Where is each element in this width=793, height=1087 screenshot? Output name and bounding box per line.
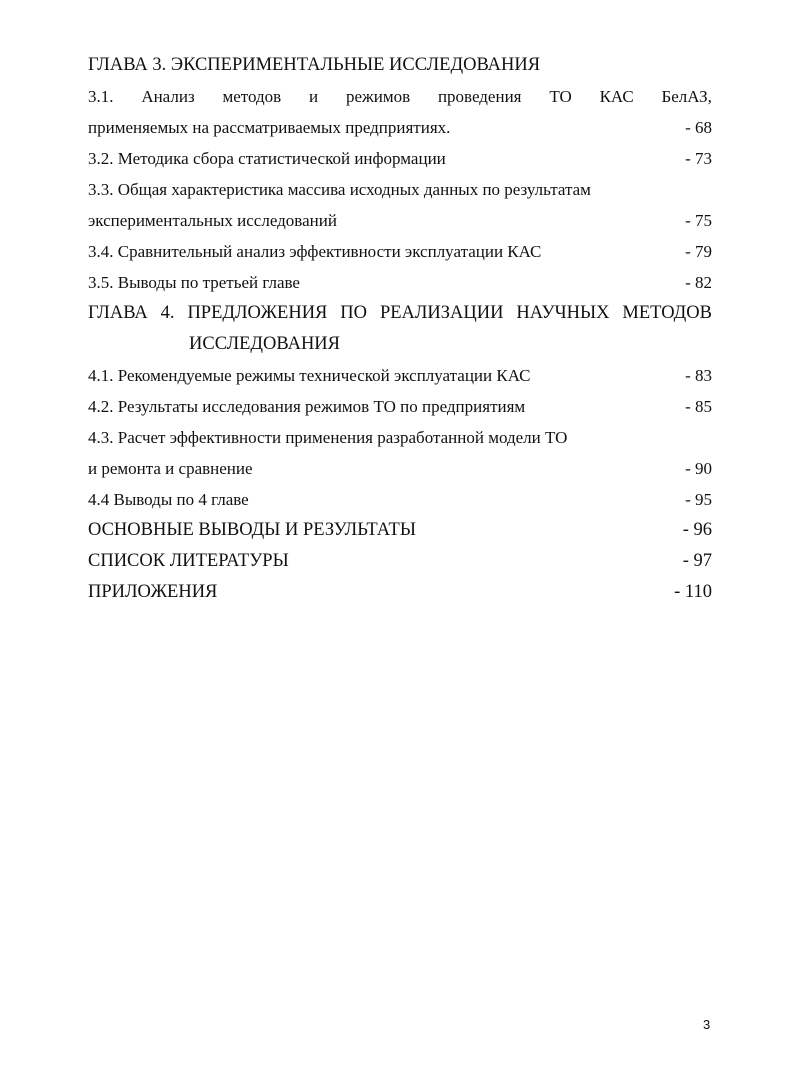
toc-item-text: 4.3. Расчет эффективности применения разработанной модели ТО (88, 428, 568, 447)
toc-item-text: 3.5. Выводы по третьей главе (88, 273, 300, 292)
toc-page-ref: - 85 (685, 397, 712, 416)
word: методов (222, 87, 282, 106)
toc-page-ref: - 68 (685, 118, 712, 137)
toc-item-text: ОСНОВНЫЕ ВЫВОДЫ И РЕЗУЛЬТАТЫ (88, 520, 416, 540)
toc-conclusions (88, 515, 712, 546)
toc-page-ref: - 79 (685, 242, 712, 261)
word: ТО (549, 87, 572, 106)
toc-item-3-5 (88, 267, 712, 298)
toc-item-text: СПИСОК ЛИТЕРАТУРЫ (88, 551, 289, 571)
toc-item-text: 3.3. Общая характеристика массива исходных данных по результатам (88, 180, 591, 199)
toc-page-ref: - 82 (685, 273, 712, 292)
toc-item-text: 4.1. Рекомендуемые режимы технической эксплуатации КАС (88, 366, 531, 385)
word: проведения (437, 87, 522, 106)
toc-item-text: экспериментальных исследований (88, 211, 337, 230)
toc-item-text: и ремонта и сравнение (88, 459, 253, 478)
toc-page-ref: - 75 (685, 211, 712, 230)
toc-item-4-1 (88, 360, 712, 391)
word: МЕТОДОВ (622, 303, 712, 323)
toc-item-text: 3.2. Методика сбора статистической информации (88, 149, 446, 168)
toc-item-text: 3.4. Сравнительный анализ эффективности эксплуатации КАС (88, 242, 542, 261)
word: Анализ (141, 87, 195, 106)
toc-item-4-4 (88, 484, 712, 515)
toc-item-3-2 (88, 143, 712, 174)
toc-item-3-1-line1 (88, 81, 712, 112)
word: ПО (340, 303, 368, 323)
toc-page-ref: - 96 (682, 520, 712, 540)
toc-item-text: 4.2. Результаты исследования режимов ТО по предприятиям (88, 397, 526, 416)
table-of-contents (88, 50, 712, 608)
toc-page-ref: - 90 (685, 459, 712, 478)
word: РЕАЛИЗАЦИИ (379, 303, 504, 323)
word: 3.1. (88, 87, 114, 106)
toc-item-4-3-line2 (88, 453, 712, 484)
toc-page-ref: - 110 (674, 582, 712, 602)
word: режимов (345, 87, 411, 106)
toc-page-ref: - 83 (685, 366, 712, 385)
toc-item-text: применяемых на рассматриваемых предприятиях. (88, 118, 451, 137)
page-number: 3 (703, 1017, 711, 1032)
toc-item-4-3-line1 (88, 422, 712, 453)
word: КАС (599, 87, 634, 106)
word: 4. (160, 303, 175, 323)
toc-appendices (88, 577, 712, 608)
chapter-4-title-line2: ИССЛЕДОВАНИЯ (189, 334, 340, 354)
toc-item-4-2 (88, 391, 712, 422)
word: ПРЕДЛОЖЕНИЯ (187, 303, 328, 323)
word: БелАЗ, (661, 87, 712, 106)
chapter-3-title: ГЛАВА 3. ЭКСПЕРИМЕНТАЛЬНЫЕ ИССЛЕДОВАНИЯ (88, 55, 541, 75)
toc-item-3-3-line2 (88, 205, 712, 236)
word: НАУЧНЫХ (516, 303, 610, 323)
chapter-4-title (88, 298, 712, 329)
toc-page-ref: - 97 (682, 551, 712, 571)
toc-item-3-3-line1 (88, 174, 712, 205)
word: и (309, 87, 319, 106)
toc-page-ref: - 73 (685, 149, 712, 168)
toc-item-3-4 (88, 236, 712, 267)
toc-page-ref: - 95 (685, 490, 712, 509)
word: ГЛАВА (88, 303, 148, 323)
toc-item-text: 4.4 Выводы по 4 главе (88, 490, 249, 509)
toc-item-3-1-line2 (88, 112, 712, 143)
toc-references (88, 546, 712, 577)
toc-item-text: ПРИЛОЖЕНИЯ (88, 582, 218, 602)
